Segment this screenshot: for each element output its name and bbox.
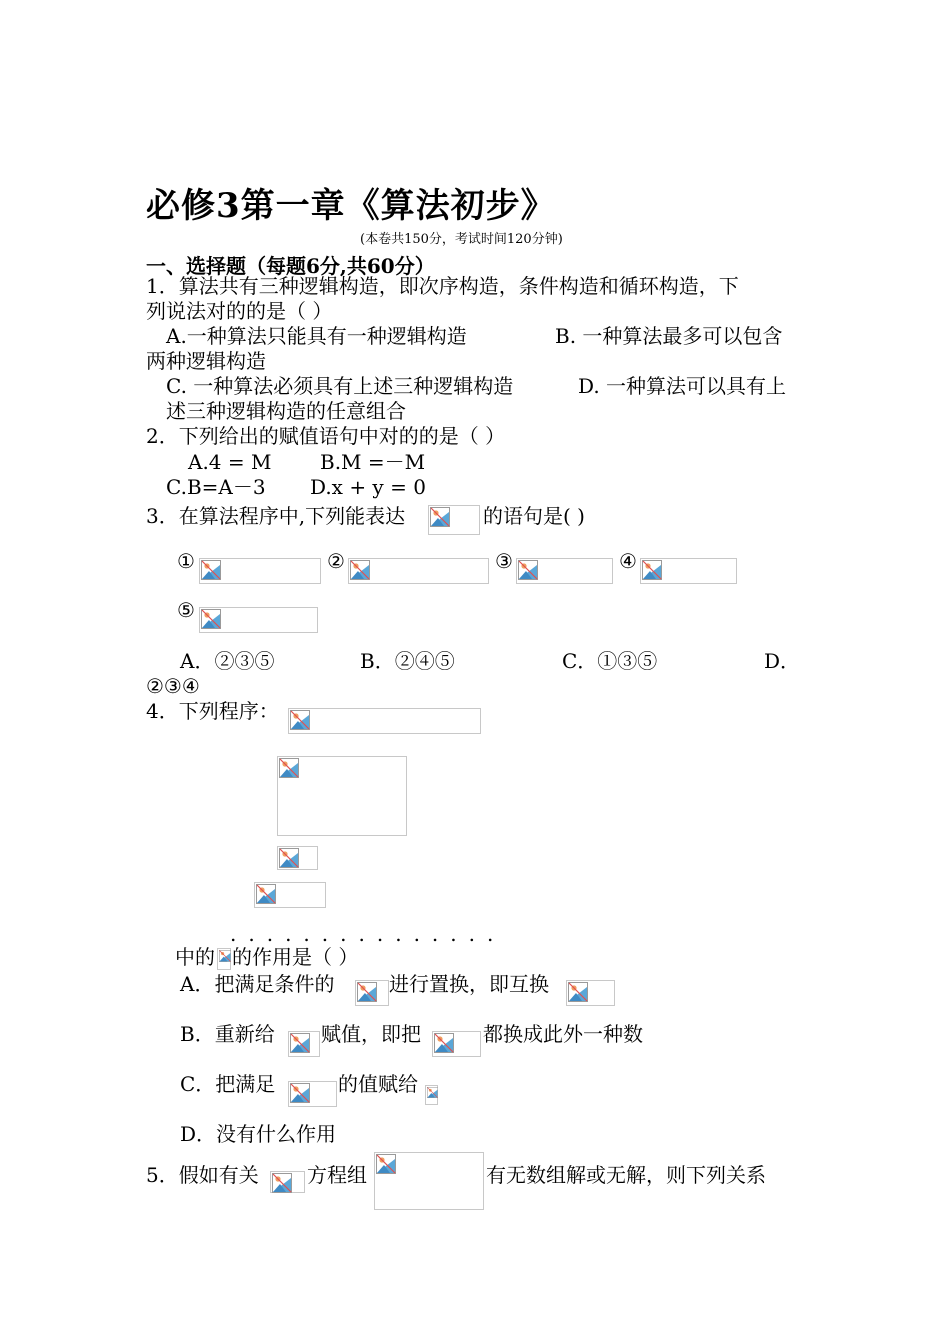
q3-option-d: D． xyxy=(764,649,801,673)
page-title: 必修3第一章《算法初步》 xyxy=(146,186,556,226)
dotted-separator: ............... xyxy=(230,922,506,946)
q4-option-a-image-1 xyxy=(355,980,389,1006)
broken-image-icon xyxy=(201,609,221,629)
q4-role-pre: 中的 xyxy=(175,945,215,969)
q4-option-a-mid: 进行置换，即互换 xyxy=(389,972,549,996)
q4-option-d: D．没有什么作用 xyxy=(180,1122,337,1146)
q2-option-c: C.B=A－3 xyxy=(166,475,266,499)
q4-option-b-mid: 赋值，即把 xyxy=(321,1022,421,1046)
q4-role-post: 的作用是（ ） xyxy=(232,945,359,969)
q3-option-c: C．①③⑤ xyxy=(562,649,658,673)
broken-image-icon xyxy=(376,1154,396,1174)
q4-stem: 4．下列程序： xyxy=(146,699,279,723)
q4-option-c-pre: C．把满足 xyxy=(180,1072,276,1096)
q3-option-b: B．②④⑤ xyxy=(360,649,455,673)
q1-stem-line2: 列说法对的的是（ ） xyxy=(146,299,333,323)
broken-image-icon xyxy=(357,982,377,1002)
q3-item-3-label: ③ xyxy=(495,549,513,573)
q4-option-c-image-2 xyxy=(425,1085,438,1105)
broken-image-icon xyxy=(290,1083,310,1103)
q3-option-a: A．②③⑤ xyxy=(180,649,275,673)
broken-image-icon xyxy=(290,710,310,730)
q3-item-4-image xyxy=(640,558,737,584)
broken-image-icon xyxy=(256,884,276,904)
q1-option-d-cont: 述三种逻辑构造的任意组合 xyxy=(166,399,406,423)
q1-option-d: D. 一种算法可以具有上 xyxy=(578,374,787,398)
q2-option-a: A.4 = M xyxy=(188,450,272,474)
broken-image-icon xyxy=(201,560,221,580)
q3-item-2-image xyxy=(348,558,489,584)
q5-stem-post: 有无数组解或无解，则下列关系 xyxy=(486,1163,766,1187)
q3-item-3-image xyxy=(516,558,613,584)
section-heading: 一、选择题（每题6分,共60分） xyxy=(146,254,435,278)
q5-equation-system-image xyxy=(374,1152,484,1210)
q5-stem-pre: 5．假如有关 xyxy=(146,1163,259,1187)
q3-stem-post: 的语句是( ) xyxy=(483,504,585,528)
q2-option-d: D.x + y = 0 xyxy=(310,475,426,499)
broken-image-icon xyxy=(219,950,231,962)
q4-option-c-mid: 的值赋给 xyxy=(338,1072,418,1096)
broken-image-icon xyxy=(290,1033,310,1053)
exam-info: (本卷共150分，考试时间120分钟) xyxy=(360,232,563,247)
broken-image-icon xyxy=(279,848,299,868)
q5-stem-mid: 方程组 xyxy=(307,1163,367,1187)
broken-image-icon xyxy=(518,560,538,580)
q4-option-b-pre: B．重新给 xyxy=(180,1022,275,1046)
q3-stem-pre: 3．在算法程序中,下列能表达 xyxy=(146,504,406,528)
q1-stem-line1: 1．算法共有三种逻辑构造，即次序构造，条件构造和循环构造，下 xyxy=(146,274,739,298)
q3-item-1-image xyxy=(199,558,321,584)
q4-program-line-3-image xyxy=(277,846,318,870)
q2-stem: 2．下列给出的赋值语句中对的的是（ ） xyxy=(146,424,506,448)
q4-program-block-image xyxy=(277,756,407,836)
q3-item-1-label: ① xyxy=(177,549,195,573)
q2-option-b: B.M =－M xyxy=(320,450,426,474)
q4-option-c-image-1 xyxy=(288,1081,337,1107)
q4-option-a-image-2 xyxy=(566,980,615,1006)
q1-option-b-cont: 两种逻辑构造 xyxy=(146,349,266,373)
broken-image-icon xyxy=(279,758,299,778)
q1-option-a: A.一种算法只能具有一种逻辑构造 xyxy=(166,324,467,348)
q3-formula-image xyxy=(428,505,480,535)
q3-item-2-label: ② xyxy=(327,549,345,573)
broken-image-icon xyxy=(430,507,450,527)
q4-option-a-pre: A．把满足条件的 xyxy=(180,972,335,996)
broken-image-icon xyxy=(642,560,662,580)
broken-image-icon xyxy=(427,1087,438,1098)
q4-program-line-4-image xyxy=(254,882,326,908)
broken-image-icon xyxy=(434,1033,454,1053)
q3-item-4-label: ④ xyxy=(619,549,637,573)
q1-option-c: C. 一种算法必须具有上述三种逻辑构造 xyxy=(166,374,514,398)
q4-option-b-post: 都换成此外一种数 xyxy=(483,1022,643,1046)
q4-program-line-1-image xyxy=(288,708,481,734)
q5-var-image xyxy=(270,1171,305,1193)
q3-item-5-label: ⑤ xyxy=(177,598,195,622)
q3-option-d-cont: ②③④ xyxy=(146,674,200,698)
q1-option-b: B. 一种算法最多可以包含 xyxy=(555,324,783,348)
q4-option-b-image-1 xyxy=(288,1031,320,1057)
q4-option-b-image-2 xyxy=(432,1031,481,1057)
q4-role-var-image xyxy=(217,948,231,970)
broken-image-icon xyxy=(568,982,588,1002)
broken-image-icon xyxy=(350,560,370,580)
q3-item-5-image xyxy=(199,607,318,633)
broken-image-icon xyxy=(272,1173,292,1193)
